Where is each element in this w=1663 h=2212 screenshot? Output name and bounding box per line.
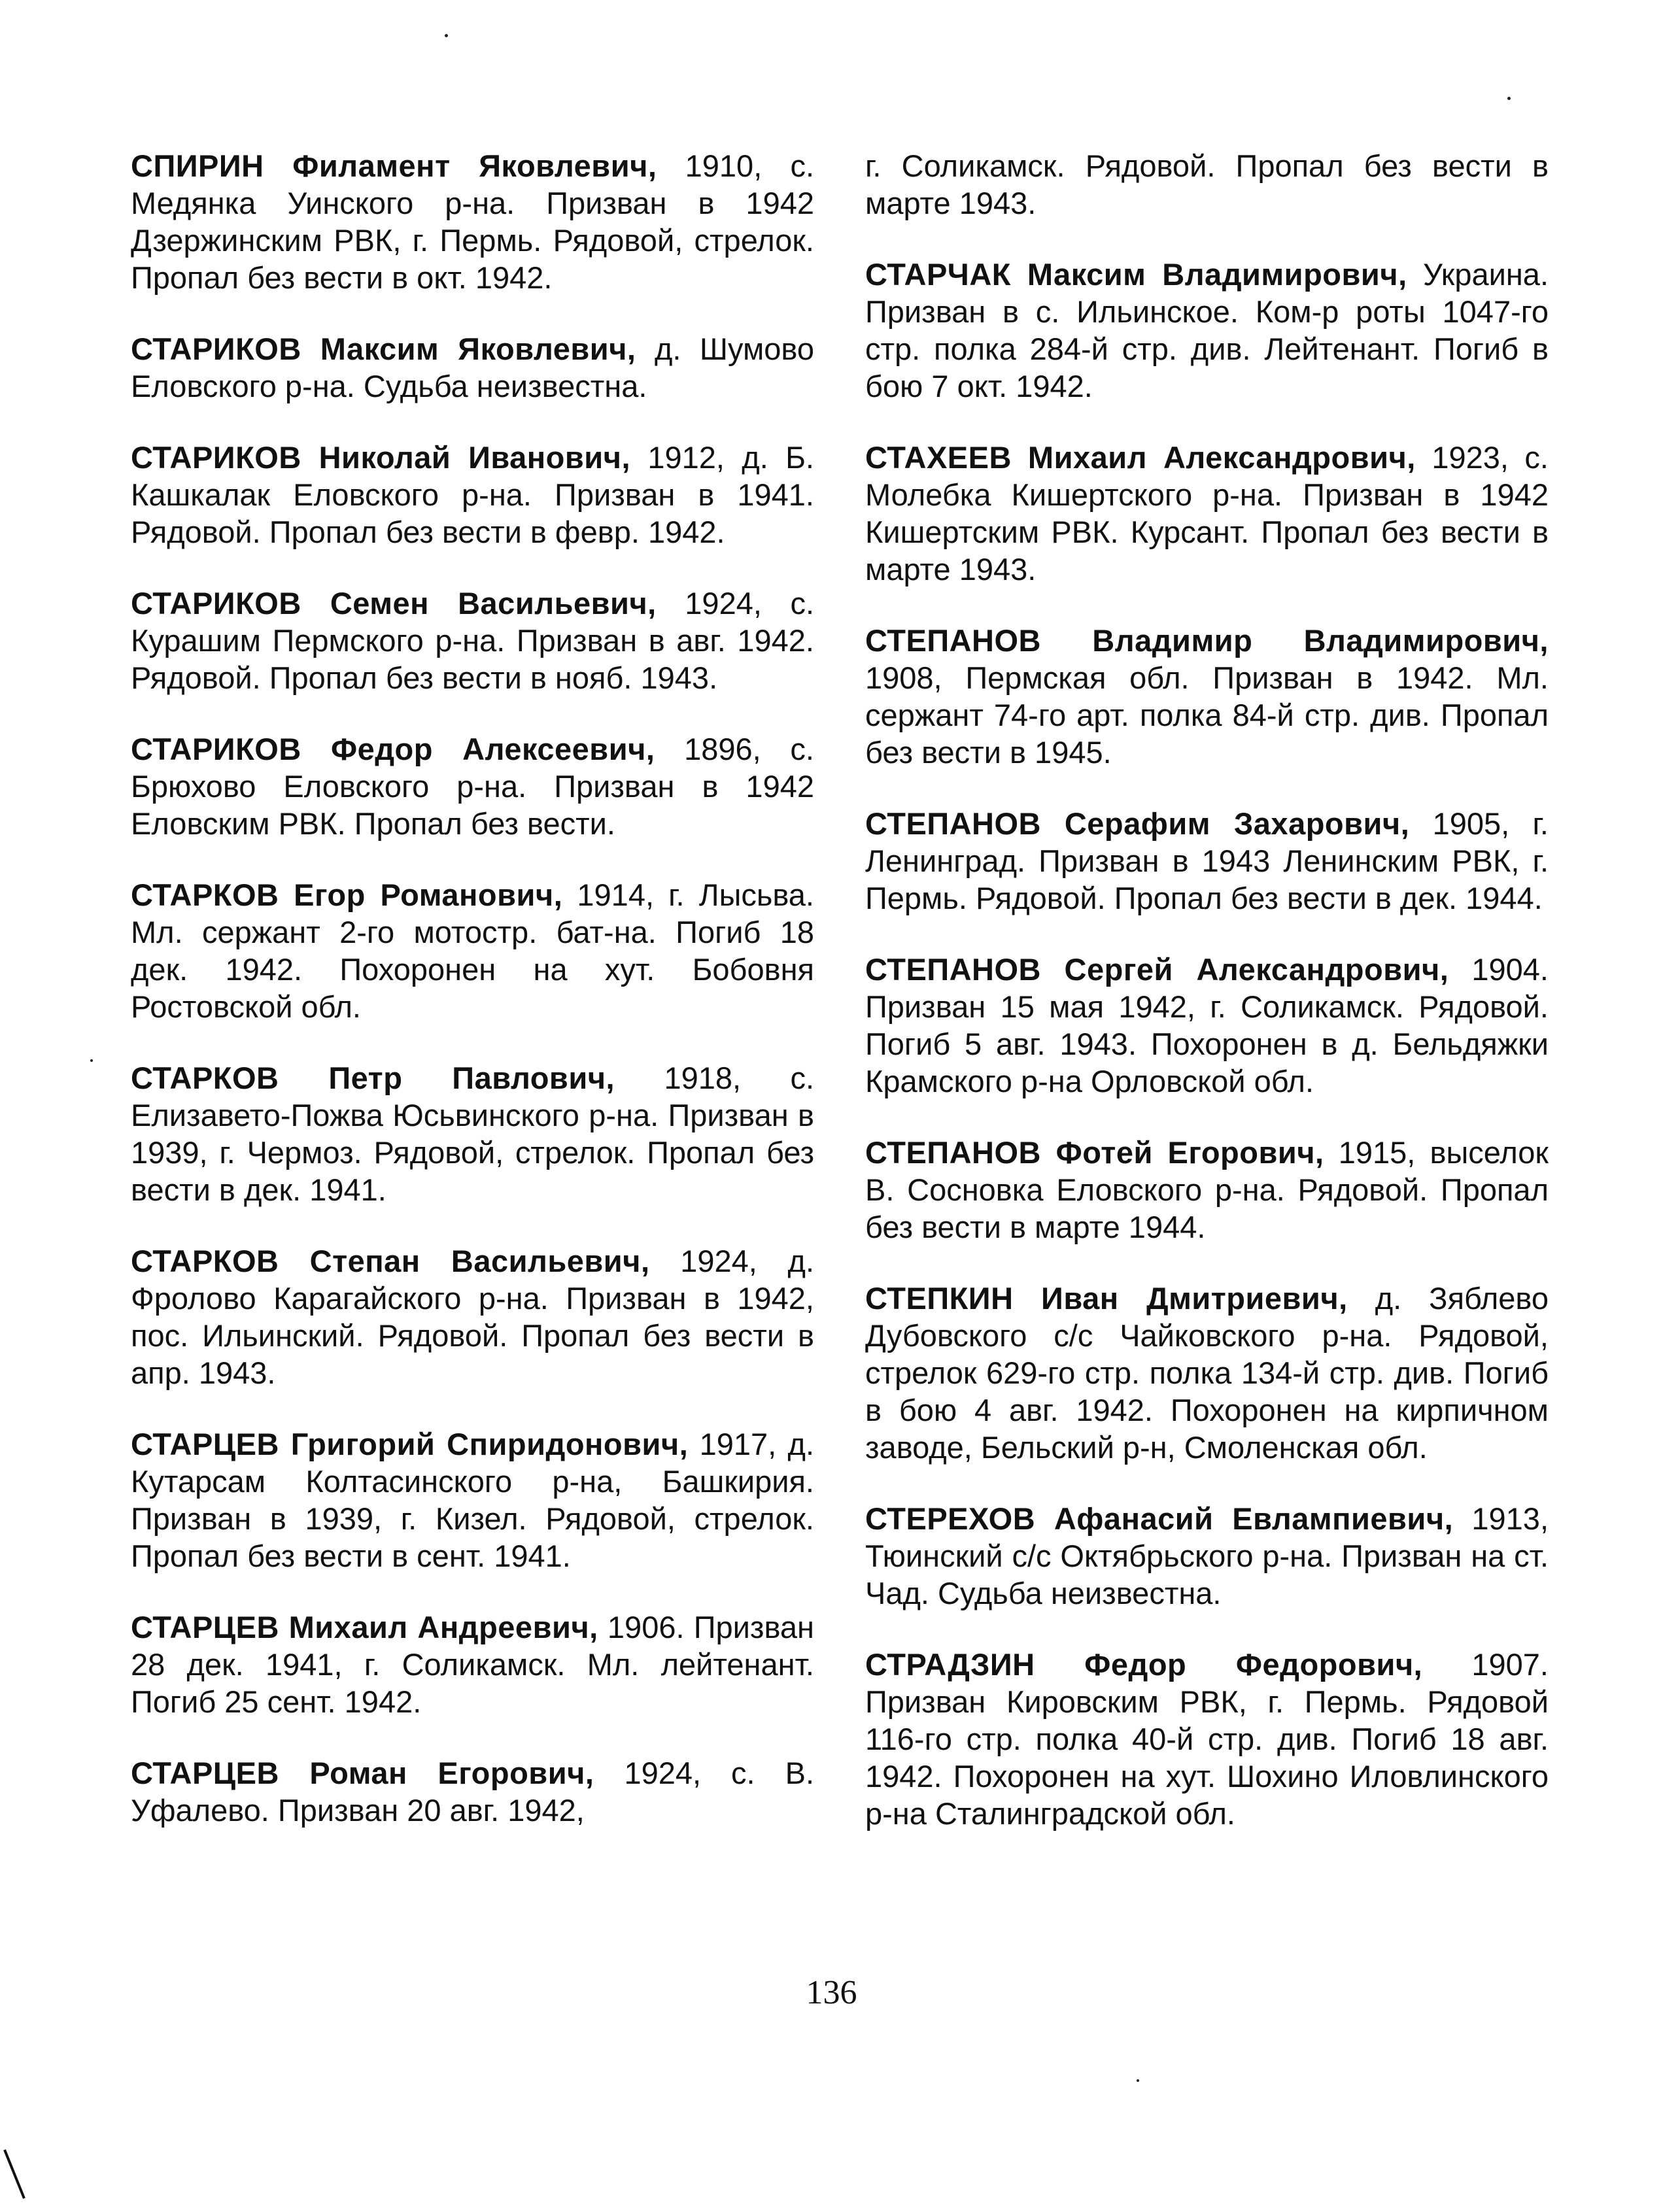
entry bbox=[131, 1608, 814, 1720]
entry-text: д. Шумово Еловского р-на. Судьба неизвестна. bbox=[131, 332, 815, 403]
entry-name: СТАРКОВ Егор Романович, bbox=[131, 877, 563, 912]
entry-name: СТАРКОВ Петр Павлович, bbox=[131, 1061, 615, 1095]
scan-speck bbox=[445, 34, 448, 37]
entry-text: 1910, с. Медянка Уинского р-на. Призван в 1942 Дзержинским РВК, г. Пермь. Рядовой, стрелок. Пропал без вести в окт. 1942. bbox=[131, 148, 815, 295]
entry-name: СТЕПАНОВ Серафим Захарович, bbox=[865, 806, 1410, 841]
entry bbox=[131, 876, 814, 1025]
entry-text: г. Соликамск. Рядовой. Пропал без вести в марте 1943. bbox=[865, 148, 1549, 220]
scan-speck bbox=[1507, 97, 1511, 100]
entry-name: СТАРИКОВ Максим Яковлевич, bbox=[131, 332, 636, 366]
entry-text: 1917, д. Кутарсам Колтасинского р-на, Башкирия. Призван в 1939, г. Кизел. Рядовой, стрелок. Пропал без вести в сент. 1941. bbox=[131, 1427, 815, 1573]
entry-name: СТЕПКИН Иван Дмитриевич, bbox=[865, 1281, 1348, 1316]
entry-text: 1918, с. Елизавето-Пожва Юсьвинского р-на. Призван в 1939, г. Чермоз. Рядовой, стрелок. Пропал без вести в дек. 1941. bbox=[131, 1061, 815, 1207]
left-column bbox=[131, 147, 814, 1863]
entry-name: СТАРЦЕВ Роман Егорович, bbox=[131, 1756, 594, 1790]
entry bbox=[131, 1754, 814, 1829]
entry-text: 1907. Призван Кировским РВК, г. Пермь. Рядовой 116-го стр. полка 40-й стр. див. Погиб 18 авг. 1942. Похоронен на хут. Шохино Иловлинского р-на Сталинградской обл. bbox=[865, 1647, 1549, 1831]
entry bbox=[131, 585, 814, 696]
entry-name: СПИРИН Филамент Яковлевич, bbox=[131, 148, 657, 183]
scan-edge-mark bbox=[3, 2149, 26, 2199]
entry-text: 1906. Призван 28 дек. 1941, г. Соликамск. Мл. лейтенант. Погиб 25 сент. 1942. bbox=[131, 1610, 815, 1719]
entry-name: СТЕПАНОВ Фотей Егорович, bbox=[865, 1135, 1324, 1170]
entry bbox=[865, 951, 1549, 1100]
entry-continued bbox=[865, 147, 1549, 222]
entry bbox=[865, 1646, 1549, 1832]
right-column bbox=[865, 147, 1549, 1866]
entry-text: 1913, Тюинский с/с Октябрьского р-на. Призван на ст. Чад. Судьба неизвестна. bbox=[865, 1501, 1549, 1610]
entry-name: СТЕРЕХОВ Афанасий Евлампиевич, bbox=[865, 1501, 1454, 1536]
entry-text: 1905, г. Ленинград. Призван в 1943 Ленинским РВК, г. Пермь. Рядовой. Пропал без вести в дек. 1944. bbox=[865, 806, 1549, 915]
entry bbox=[131, 1059, 814, 1208]
entry-text: 1924, д. Фролово Карагайского р-на. Призван в 1942, пос. Ильинский. Рядовой. Пропал без вести в апр. 1943. bbox=[131, 1244, 815, 1390]
entry-name: СТРАДЗИН Федор Федорович, bbox=[865, 1647, 1423, 1682]
entry-text: 1923, с. Молебка Кишертского р-на. Призван в 1942 Кишертским РВК. Курсант. Пропал без вести в марте 1943. bbox=[865, 440, 1549, 587]
entry-name: СТАРИКОВ Федор Алексеевич, bbox=[131, 732, 655, 766]
entry-name: СТАРКОВ Степан Васильевич, bbox=[131, 1244, 650, 1278]
entry-name: СТАХЕЕВ Михаил Александрович, bbox=[865, 440, 1416, 475]
entry-text: 1924, с. В. Уфалево. Призван 20 авг. 1942, bbox=[131, 1756, 815, 1828]
entry bbox=[865, 805, 1549, 917]
entry bbox=[131, 1242, 814, 1391]
entry-text: 1908, Пермская обл. Призван в 1942. Мл. сержант 74-го арт. полка 84-й стр. див. Пропал без вести в 1945. bbox=[865, 660, 1549, 770]
entry-name: СТАРЧАК Максим Владимирович, bbox=[865, 257, 1407, 292]
entry-text: 1915, выселок В. Сосновка Еловского р-на. Рядовой. Пропал без вести в марте 1944. bbox=[865, 1135, 1549, 1244]
entry-text: 1924, с. Курашим Пермского р-на. Призван в авг. 1942. Рядовой. Пропал без вести в нояб. 1943. bbox=[131, 586, 815, 695]
entry bbox=[131, 1425, 814, 1574]
entry bbox=[865, 1280, 1549, 1466]
entry-text: 1912, д. Б. Кашкалак Еловского р-на. Призван в 1941. Рядовой. Пропал без вести в февр. 1942. bbox=[131, 440, 814, 549]
scan-speck bbox=[1137, 2079, 1139, 2082]
entry-text: 1896, с. Брюхово Еловского р-на. Призван в 1942 Еловским РВК. Пропал без вести. bbox=[131, 732, 814, 841]
entry bbox=[131, 730, 814, 842]
entry-name: СТАРЦЕВ Григорий Спиридонович, bbox=[131, 1427, 689, 1461]
page-number: 136 bbox=[806, 1974, 857, 2011]
entry bbox=[865, 1500, 1549, 1612]
entry-text: 1914, г. Лысьва. Мл. сержант 2-го мотостр. бат-на. Погиб 18 дек. 1942. Похоронен на хут. Бобовня Ростовской обл. bbox=[131, 877, 814, 1024]
entry-name: СТАРИКОВ Николай Иванович, bbox=[131, 440, 631, 475]
entry bbox=[865, 439, 1549, 588]
entry-name: СТЕПАНОВ Сергей Александрович, bbox=[865, 952, 1449, 987]
entry bbox=[865, 622, 1549, 771]
entry-text: 1904. Призван 15 мая 1942, г. Соликамск. Рядовой. Погиб 5 авг. 1943. Похоронен в д. Бельдяжки Крамского р-на Орловской обл. bbox=[865, 952, 1549, 1098]
scan-speck bbox=[90, 1059, 93, 1062]
entry bbox=[865, 1134, 1549, 1246]
entry-text: д. Зяблево Дубовского с/с Чайковского р-на. Рядовой, стрелок 629-го стр. полка 134-й стр. див. Погиб в бою 4 авг. 1942. Похоронен на кирпичном заводе, Бельский р-н, Смоленская обл. bbox=[865, 1281, 1549, 1465]
entry bbox=[131, 439, 814, 551]
entry-name: СТЕПАНОВ Владимир Владимирович, bbox=[865, 623, 1549, 658]
entry-name: СТАРИКОВ Семен Васильевич, bbox=[131, 586, 657, 621]
entry bbox=[865, 256, 1549, 405]
entry bbox=[131, 330, 814, 405]
entry-text: Украина. Призван в с. Ильинское. Ком-р роты 1047-го стр. полка 284-й стр. див. Лейтенант. Погиб в бою 7 окт. 1942. bbox=[865, 257, 1549, 403]
entry bbox=[131, 147, 814, 296]
entry-name: СТАРЦЕВ Михаил Андреевич, bbox=[131, 1610, 598, 1644]
